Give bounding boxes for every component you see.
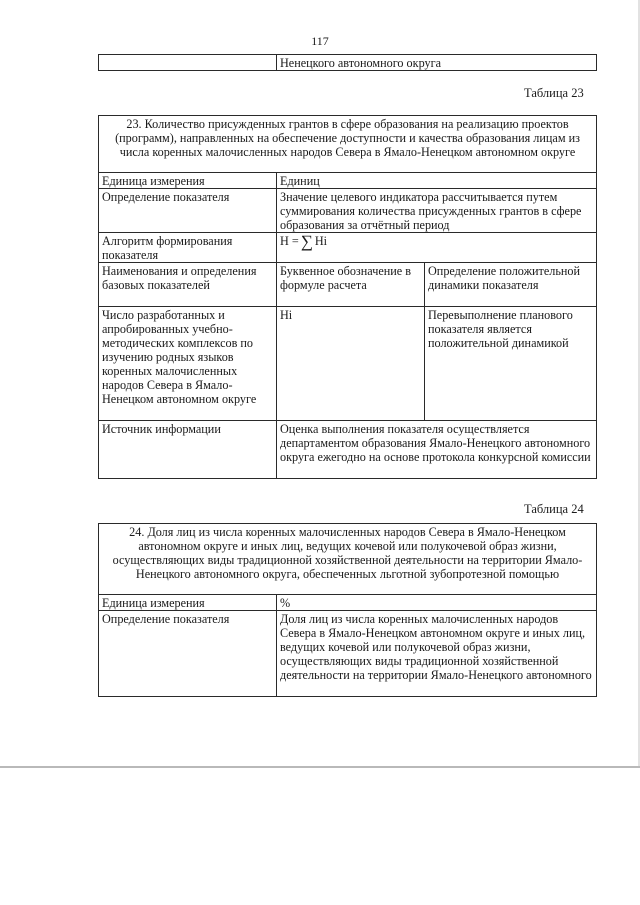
formula-lhs: H = [280,234,299,248]
strip-right-cell: Ненецкого автономного округа [277,55,597,71]
source-label: Источник информации [99,421,277,479]
unit-label: Единица измерения [99,595,277,611]
complexes-count-letter: Hi [277,307,425,421]
table-24 [98,523,597,697]
complexes-count-dynamic: Перевыполнение планового показателя является положительной динамикой [425,307,597,421]
source-value: Оценка выполнения показателя осуществляется департаментом образования Ямало-Ненецкого автономного округа ежегодно на основе протокола конкурсной комиссии [277,421,597,479]
unit-value: % [277,595,597,611]
page-number: 117 [311,34,329,48]
page-edge [0,766,640,768]
sigma-symbol: ∑ [300,231,313,251]
definition-label: Определение показателя [99,611,277,697]
definition-label: Определение показателя [99,189,277,233]
complexes-count-label: Число разработанных и апробированных учебно-методических комплексов по изучению родных языков коренных малочисленных народов Севера в Ямало-Ненецком автономном округе [99,307,277,421]
algorithm-label: Алгоритм формирования показателя [99,233,277,263]
table-24-caption: Таблица 24 [524,502,584,516]
positive-dynamic-header: Определение положительной динамики показателя [425,263,597,307]
definition-value: Доля лиц из числа коренных малочисленных народов Севера в Ямало-Ненецком автономном округе и иных лиц, ведущих кочевой или полукочевой образ жизни, осуществляющих виды традиционной хозяйственной деятельности на территории Ямало-Ненецкого автономного [277,611,597,697]
table-24-title: 24. Доля лиц из числа коренных малочисленных народов Севера в Ямало-Ненецком автономном округе и иных лиц, ведущих кочевой или полукочевой образ жизни, осуществляющих виды традиционной хозяйственной деятельности на территории Ямало-Ненецкого автономного округа, обеспеченных льготной зубопротезной помощью [99,524,597,595]
base-indicators-label: Наименования и определения базовых показателей [99,263,277,307]
table-23-title: 23. Количество присужденных грантов в сфере образования на реализацию проектов (программ), направленных на обеспечение доступности и качества образования лицам из числа коренных малочисленных народов Севера в Ямало-Ненецком автономном округе [99,116,597,173]
strip-left-cell [99,55,277,71]
continued-table-strip [98,54,597,71]
unit-value: Единиц [277,173,597,189]
algorithm-formula [277,233,597,263]
letter-designation-header: Буквенное обозначение в формуле расчета [277,263,425,307]
formula-rhs: Hi [314,234,328,248]
unit-label: Единица измерения [99,173,277,189]
table-23-caption: Таблица 23 [524,86,584,100]
definition-value: Значение целевого индикатора рассчитывается путем суммирования количества присужденных грантов в сфере образования за отчётный период [277,189,597,233]
table-23 [98,115,597,479]
